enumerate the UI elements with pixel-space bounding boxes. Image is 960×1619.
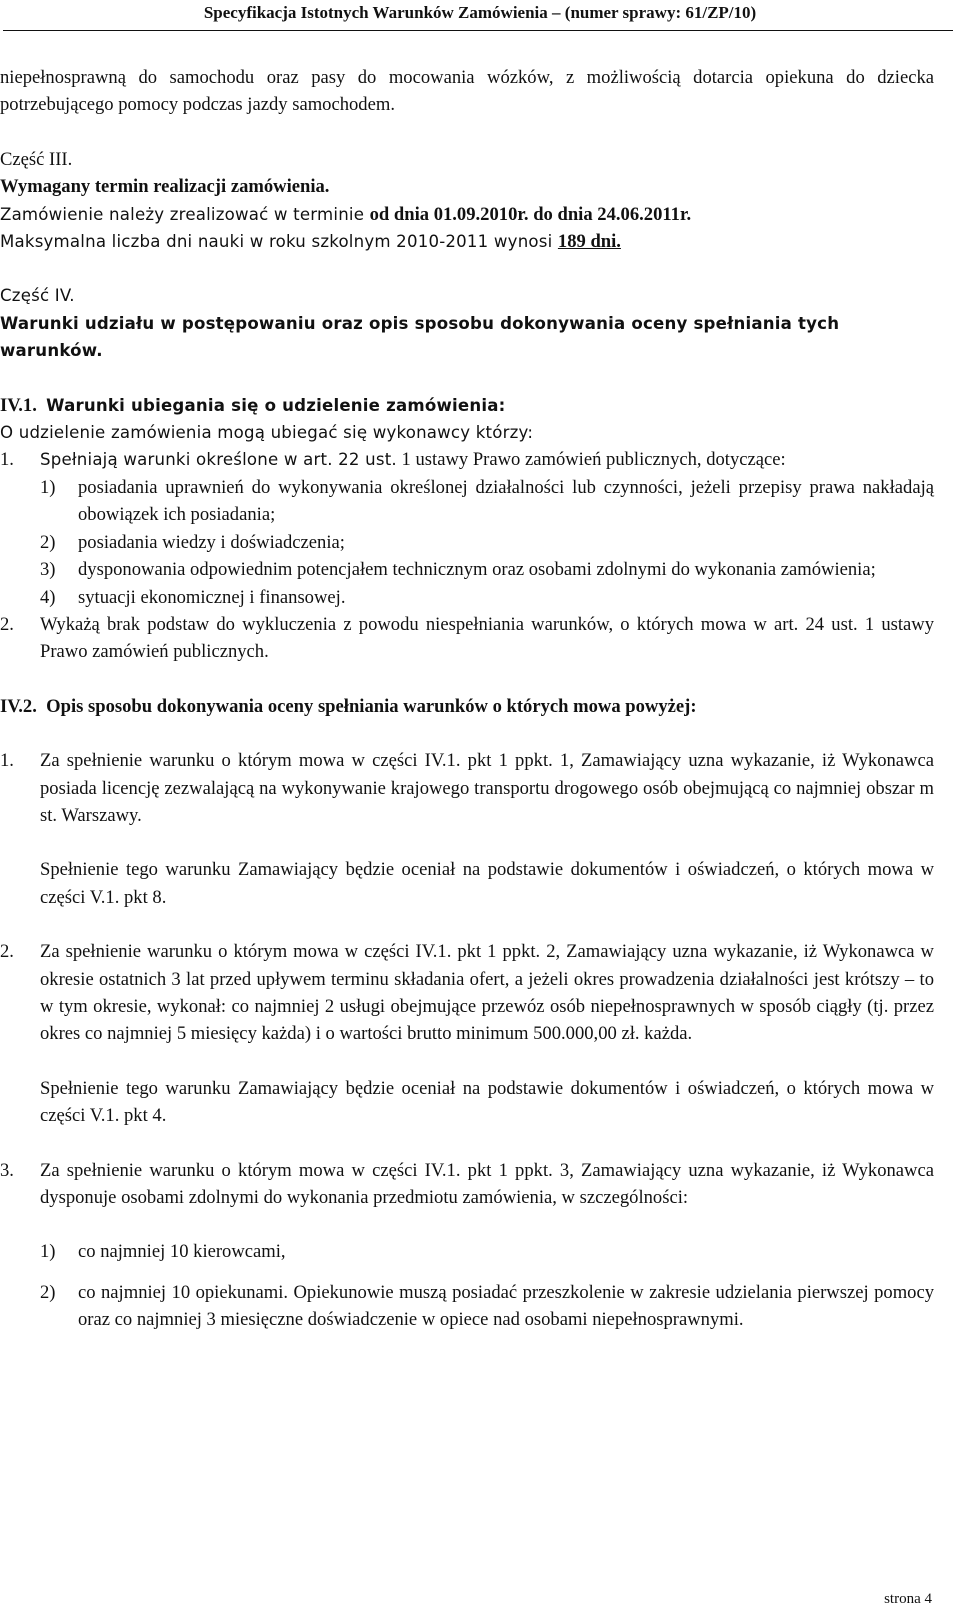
condition-1-rest: 1 ustawy Prawo zamówień publicznych, dotyczące: bbox=[396, 449, 786, 471]
evaluation-note: Spełnienie tego warunku Zamawiający będzie oceniał na podstawie dokumentów i oświadczeń, o których mowa w części V.1. pkt 4. bbox=[40, 1077, 934, 1127]
page-number: strona 4 bbox=[884, 1591, 932, 1607]
days-lead: Maksymalna liczba dni nauki w roku szkolnym 2010-2011 wynosi bbox=[0, 232, 558, 252]
s2-label: IV.2. bbox=[0, 695, 37, 717]
document-body bbox=[0, 64, 934, 1334]
staff-item: 2) co najmniej 10 opiekunami. Opiekunowie muszą posiadać przeszkolenie w zakresie udzielania pierwszej pomocy oraz co najmniej 3 miesięczne doświadczenie w opiece nad osobami niepełnosprawnymi. bbox=[40, 1281, 934, 1331]
sub-item: 1) posiadania uprawnień do wykonywania określonej działalności lub czynności, jeżeli przepisy prawa nakładają obowiązek ich posiadania; bbox=[40, 476, 934, 526]
term-date-from: od dnia 01.09.2010r. bbox=[369, 203, 529, 225]
sub-item: 2) posiadania wiedzy i doświadczenia; bbox=[40, 531, 345, 553]
section-iv1-heading bbox=[0, 392, 934, 419]
condition-1 bbox=[0, 446, 934, 473]
s1-lead: O udzielenie zamówienia mogą ubiegać się wykonawcy którzy: bbox=[0, 423, 534, 443]
sub-item: 4) sytuacji ekonomicznej i finansowej. bbox=[40, 586, 346, 608]
header-title: Specyfikacja Istotnych Warunków Zamówienia – (numer sprawy: 61/ZP/10) bbox=[203, 3, 757, 22]
part4-title: Warunki udziału w postępowaniu oraz opis sposobu dokonywania oceny spełniania tych warunków. bbox=[0, 313, 840, 361]
evaluation-item: 2. Za spełnienie warunku o którym mowa w części IV.1. pkt 1 ppkt. 2, Zamawiający uzna wykazanie, iż Wykonawca w okresie ostatnich 3 lat przed upływem terminu składania ofert, a jeżeli okres prowadzenia działalności jest krótszy – to w tym okresie, wykonał: co najmniej 2 usługi obejmujące przewóz osób niepełnosprawnych w sposób ciągły (tj. przez okres co najmniej 5 miesięcy każda) i o wartości brutto minimum 500.000,00 zł. każda. bbox=[0, 941, 934, 1045]
part3-label: Część III. bbox=[0, 148, 73, 170]
condition-1-num: 1. bbox=[0, 449, 14, 471]
evaluation-item: 1. Za spełnienie warunku o którym mowa w części IV.1. pkt 1 ppkt. 1, Zamawiający uzna wykazanie, iż Wykonawca posiada licencję zezwalającą na wykonywanie krajowego transportu drogowego osób obejmującą co najmniej obszar m st. Warszawy. bbox=[0, 750, 934, 826]
term-date-to: do dnia 24.06.2011r. bbox=[533, 203, 692, 225]
term-lead: Zamówienie należy zrealizować w terminie bbox=[0, 204, 370, 224]
part3-term bbox=[0, 201, 934, 228]
staff-item: 1) co najmniej 10 kierowcami, bbox=[40, 1241, 286, 1263]
days-value: 189 dni. bbox=[557, 231, 621, 253]
condition-2-num: 2. bbox=[0, 613, 14, 635]
intro-paragraph: niepełnosprawną do samochodu oraz pasy do mocowania wózków, z możliwością dotarcia opiekuna do dziecka potrzebującego pomocy podczas jazdy samochodem. bbox=[0, 67, 934, 116]
s2-title: Opis sposobu dokonywania oceny spełniania warunków o których mowa powyżej: bbox=[46, 695, 697, 717]
part4-label: Część IV. bbox=[0, 286, 75, 306]
header-divider bbox=[3, 30, 953, 31]
page-header bbox=[0, 0, 960, 30]
evaluation-note: Spełnienie tego warunku Zamawiający będzie oceniał na podstawie dokumentów i oświadczeń, o których mowa w części V.1. pkt 8. bbox=[40, 859, 934, 908]
sub-item: 3) dysponowania odpowiednim potencjałem technicznym oraz osobami zdolnymi do wykonania zamówienia; bbox=[40, 559, 876, 581]
evaluation-item: 3. Za spełnienie warunku o którym mowa w części IV.1. pkt 1 ppkt. 3, Zamawiający uzna wykazanie, iż Wykonawca dysponuje osobami zdolnymi do wykonania przedmiotu zamówienia, w szczególności: bbox=[0, 1159, 934, 1208]
s1-title: Warunki ubiegania się o udzielenie zamówienia: bbox=[46, 395, 506, 415]
section-iv2-heading bbox=[0, 693, 934, 720]
s1-label: IV.1. bbox=[0, 394, 37, 416]
condition-2-text: Wykażą brak podstaw do wykluczenia z powodu niespełniania warunków, o których mowa w art. 24 ust. 1 ustawy Prawo zamówień publicznych. bbox=[40, 613, 934, 663]
part3-days bbox=[0, 228, 934, 255]
condition-2 bbox=[0, 611, 934, 666]
part3-title: Wymagany termin realizacji zamówienia. bbox=[0, 176, 330, 198]
condition-1-sans: Spełniają warunki określone w art. 22 ust. bbox=[40, 450, 397, 470]
